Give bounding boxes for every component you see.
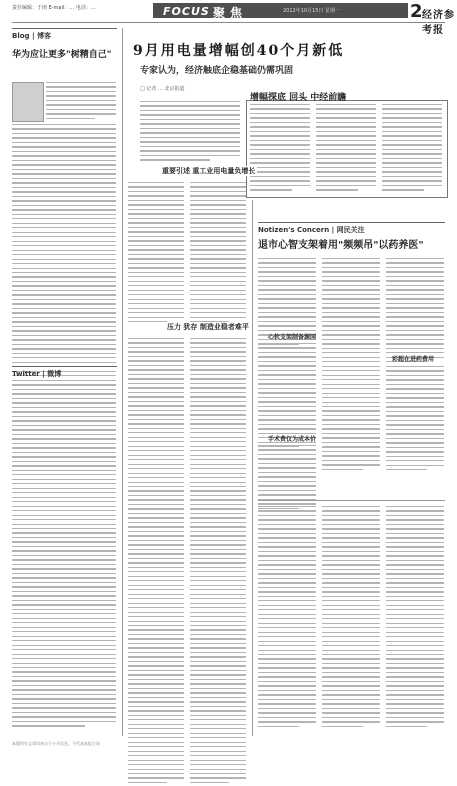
concern-col-3 [386,258,444,366]
main-subhead: 专家认为，经济触底企稳基础仍需巩固 [140,66,294,76]
issue-date: 2012年10月15日 星期一 [283,8,341,14]
story-col-4 [190,338,246,786]
section-heading-1: 重要引述 重工业用电量负增长 [162,167,256,175]
lead-paragraph [140,101,240,164]
blog-body-text [12,124,116,393]
twitter-text [12,380,116,730]
lower-col-3 [386,506,444,730]
lower-col-2 [322,506,380,730]
twitter-label: Twitter | 微博 [12,366,117,379]
sidebar-text-1 [250,104,310,194]
concern-col-1c [258,445,316,512]
section-title-en: FOCUS [163,5,210,18]
sidebar-text-3 [382,104,442,194]
blog-column [12,28,117,64]
concern-col-3b [386,366,444,474]
editor-info: 责任编辑：于雨 E-mail：… 电话：… [12,5,96,11]
sidebar-text-2 [316,104,376,194]
column-divider [122,28,123,736]
blog-label: Blog | 博客 [12,28,117,41]
byline: □ 记者 … 北京报道 [140,86,185,92]
story-col-3 [128,338,184,786]
concern-title: 退市心智支架着用"频频吊"以药养医" [258,240,424,251]
lower-col-1 [258,506,316,730]
masthead-logo: 经济参考报 [422,10,455,36]
sidebar-label: 增幅探底 回头 中经前瞻 [250,93,347,103]
section-band [153,3,408,18]
header-rule [12,22,445,23]
page-footer: 本版所有文章均来自于公开信息，不代表本报立场 [12,741,100,746]
concern-subhead-2: 手术费仅为成本价 [268,436,317,443]
author-portrait [12,82,44,122]
concern-col-2 [322,258,380,473]
section-title-cn: 聚焦 [213,6,248,20]
concern-subhead-3: 彩超在进药费用 [392,356,435,363]
concern-subhead-1: 心软支架制备源国 [268,334,317,341]
main-headline: 9月用电量增幅创40个月新低 [133,43,345,59]
story-col-1 [128,182,184,326]
column-divider-2 [252,200,253,736]
blog-title: 华为应让更多"树精自己" [12,50,112,60]
blog-intro-text [46,82,116,122]
concern-label: Notizen's Concern | 网民关注 [258,222,445,235]
story-col-2 [190,182,246,326]
section-rule [258,500,445,501]
page-number: 2 [410,1,423,22]
section-heading-2: 压力 犹存 制造业稳者难平 [167,323,249,331]
